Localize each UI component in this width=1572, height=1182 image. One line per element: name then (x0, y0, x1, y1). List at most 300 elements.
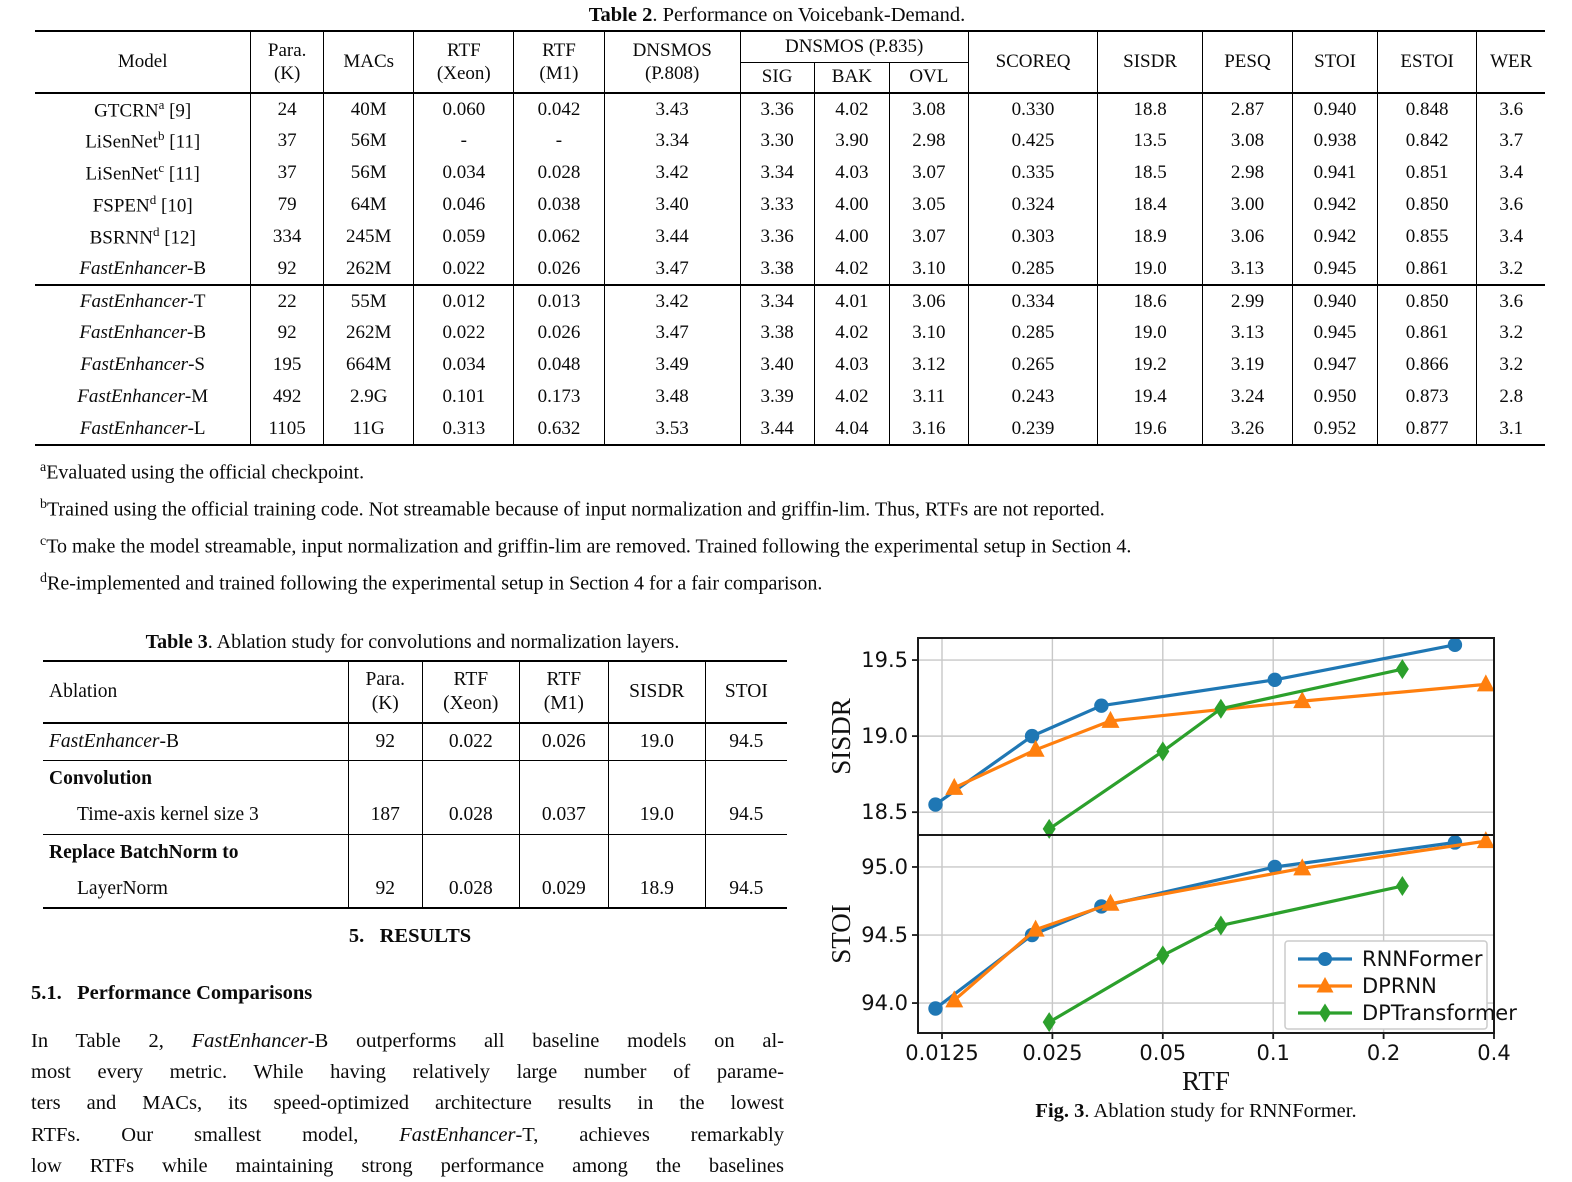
metric-cell: 55M (323, 285, 414, 317)
metric-cell: 0.942 (1293, 221, 1378, 253)
model-cell: FastEnhancer-M (35, 381, 251, 413)
metric-cell: 19.0 (608, 723, 705, 760)
metric-cell: 0.848 (1377, 93, 1477, 125)
legend-label: DPRNN (1362, 974, 1437, 998)
metric-cell: 64M (323, 189, 414, 221)
metric-cell: - (514, 125, 605, 157)
figure3-chart (820, 628, 1554, 1098)
col-header-rtf-xeon: RTF (Xeon) (422, 661, 519, 723)
footnote-marker: b (158, 128, 165, 144)
metric-cell: 0.950 (1293, 381, 1378, 413)
col-header-ovl: OVL (890, 62, 969, 93)
col-header-rtf-m1: RTF (M1) (519, 661, 608, 723)
table-row (35, 381, 1545, 413)
series-line (1049, 669, 1402, 829)
table2-footnotes (40, 452, 1545, 601)
metric-cell: 0.941 (1293, 157, 1378, 189)
subsection-heading-performance-comparisons: 5.1. Performance Comparisons (31, 982, 313, 1004)
metric-cell: 3.13 (1202, 317, 1293, 349)
metric-cell: 3.2 (1477, 317, 1545, 349)
col-header-stoi: STOI (705, 661, 787, 723)
metric-cell: 3.07 (890, 221, 969, 253)
metric-cell: 3.2 (1477, 349, 1545, 381)
metric-cell: 334 (251, 221, 323, 253)
metric-cell: 3.40 (740, 349, 814, 381)
col-header-stoi: STOI (1293, 31, 1378, 93)
metric-cell: 19.6 (1098, 413, 1202, 445)
metric-cell: 0.239 (968, 413, 1098, 445)
table2-body (35, 93, 1545, 445)
metric-cell: 3.26 (1202, 413, 1293, 445)
metric-cell: 0.324 (968, 189, 1098, 221)
metric-cell (608, 834, 705, 871)
metric-cell: 3.10 (890, 253, 969, 285)
table-row (43, 760, 787, 797)
metric-cell: 3.06 (890, 285, 969, 317)
table-row (35, 349, 1545, 381)
footnote-marker: d (152, 224, 160, 240)
metric-cell: 2.99 (1202, 285, 1293, 317)
metric-cell: 3.10 (890, 317, 969, 349)
table3-caption-text: . Ablation study for convolutions and normalization layers. (207, 631, 680, 653)
metric-cell (519, 760, 608, 797)
metric-cell: 3.11 (890, 381, 969, 413)
col-header-rtf-m1: RTF (M1) (514, 31, 605, 93)
model-name: FastEnhancer (80, 354, 189, 375)
metric-cell: 18.8 (1098, 93, 1202, 125)
table-row (43, 871, 787, 908)
x-tick-label: 0.05 (1139, 1041, 1187, 1065)
table-row (35, 285, 1545, 317)
metric-cell: 92 (251, 253, 323, 285)
metric-cell: 3.2 (1477, 253, 1545, 285)
metric-cell: 4.00 (814, 189, 890, 221)
metric-cell: 0.022 (414, 253, 514, 285)
ablation-cell: Time-axis kernel size 3 (43, 797, 348, 834)
model-cell: BSRNN$^d$ [12] (35, 221, 251, 253)
y-tick-label: 94.0 (861, 991, 908, 1016)
metric-cell: 0.029 (519, 871, 608, 908)
metric-cell: 0.313 (414, 413, 514, 445)
metric-cell: 0.938 (1293, 125, 1378, 157)
table-row (43, 723, 787, 760)
figure3-caption (820, 1100, 1572, 1123)
col-header-model: Model (35, 31, 251, 93)
metric-cell: 0.945 (1293, 317, 1378, 349)
metric-cell: 3.6 (1477, 189, 1545, 221)
metric-cell: 3.34 (604, 125, 740, 157)
model-cell: GTCRN$^a$ [9] (35, 93, 251, 125)
metric-cell: 0.866 (1377, 349, 1477, 381)
metric-cell: 0.243 (968, 381, 1098, 413)
legend (1285, 941, 1517, 1029)
data-point-circle (1448, 638, 1462, 652)
model-name: FastEnhancer (79, 290, 188, 312)
metric-cell: 3.6 (1477, 285, 1545, 317)
x-tick-label: 0.0125 (905, 1041, 979, 1065)
table-row (35, 221, 1545, 253)
metric-cell: 0.028 (514, 157, 605, 189)
metric-cell: 0.940 (1293, 285, 1378, 317)
metric-cell: 11G (323, 413, 414, 445)
metric-cell: 24 (251, 93, 323, 125)
metric-cell: 3.33 (740, 189, 814, 221)
metric-cell: 3.7 (1477, 125, 1545, 157)
metric-cell: 0.101 (414, 381, 514, 413)
paragraph-line: RTFs. Our smallest model, FastEnhancer-T, achieves remarkably (31, 1123, 784, 1146)
model-cell: FastEnhancer-B (35, 317, 251, 349)
ablation-cell: Replace BatchNorm to (43, 834, 348, 871)
metric-cell: 56M (323, 157, 414, 189)
metric-cell: 0.947 (1293, 349, 1378, 381)
metric-cell: 0.855 (1377, 221, 1477, 253)
table-row (35, 93, 1545, 125)
table-row (35, 317, 1545, 349)
x-axis-label: RTF (1182, 1066, 1230, 1096)
col-header-sig: SIG (740, 62, 814, 93)
body-paragraph (31, 1026, 784, 1182)
table3-header (43, 661, 787, 723)
model-name: FastEnhancer (79, 417, 188, 439)
italic-text: FastEnhancer (399, 1123, 516, 1146)
ablation-cell: FastEnhancer-B (43, 723, 348, 760)
metric-cell: 22 (251, 285, 323, 317)
sisdr-subplot (826, 638, 1495, 839)
table-row (35, 157, 1545, 189)
metric-cell: 56M (323, 125, 414, 157)
metric-cell: 0.873 (1377, 381, 1477, 413)
legend-label: RNNFormer (1362, 947, 1483, 971)
col-header-rtf-xeon: RTF (Xeon) (414, 31, 514, 93)
ablation-cell: Convolution (43, 760, 348, 797)
metric-cell: 18.6 (1098, 285, 1202, 317)
metric-cell: 0.945 (1293, 253, 1378, 285)
metric-cell: 2.87 (1202, 93, 1293, 125)
table2-header-row1 (35, 31, 1545, 62)
data-point-diamond (1396, 876, 1409, 896)
metric-cell: 0.861 (1377, 253, 1477, 285)
metric-cell: - (414, 125, 514, 157)
metric-cell: 3.12 (890, 349, 969, 381)
metric-cell: 18.9 (608, 871, 705, 908)
metric-cell: 4.02 (814, 381, 890, 413)
metric-cell: 3.1 (1477, 413, 1545, 445)
col-header-para-k: Para. (K) (251, 31, 323, 93)
x-tick-label: 0.1 (1256, 1041, 1290, 1065)
col-header-para-k: Para. (K) (348, 661, 422, 723)
data-point-triangle (1477, 674, 1495, 691)
metric-cell: 13.5 (1098, 125, 1202, 157)
model-cell: FastEnhancer-B (35, 253, 251, 285)
metric-cell: 3.30 (740, 125, 814, 157)
italic-text: FastEnhancer (191, 1030, 308, 1052)
metric-cell: 2.98 (890, 125, 969, 157)
metric-cell: 92 (348, 723, 422, 760)
metric-cell: 0.632 (514, 413, 605, 445)
model-cell: FastEnhancer-S (35, 349, 251, 381)
metric-cell (705, 834, 787, 871)
metric-cell: 0.059 (414, 221, 514, 253)
metric-cell: 3.16 (890, 413, 969, 445)
table-row (35, 413, 1545, 445)
model-name: FastEnhancer (77, 386, 185, 407)
table-row (35, 253, 1545, 285)
col-header-dnsmos-p835: DNSMOS (P.835) (740, 31, 968, 62)
metric-cell: 3.36 (740, 221, 814, 253)
metric-cell: 92 (251, 317, 323, 349)
metric-cell: 3.53 (604, 413, 740, 445)
metric-cell: 3.44 (604, 221, 740, 253)
metric-cell: 262M (323, 317, 414, 349)
data-point-diamond (1043, 1012, 1056, 1032)
metric-cell: 37 (251, 157, 323, 189)
metric-cell (519, 834, 608, 871)
metric-cell: 19.0 (1098, 253, 1202, 285)
metric-cell: 0.942 (1293, 189, 1378, 221)
metric-cell: 0.952 (1293, 413, 1378, 445)
table-row (35, 189, 1545, 221)
metric-cell: 187 (348, 797, 422, 834)
col-header-scoreq: SCOREQ (968, 31, 1098, 93)
metric-cell: 0.028 (422, 871, 519, 908)
figure3-caption-label: Fig. 3 (1035, 1100, 1085, 1122)
data-point-diamond (1156, 945, 1169, 965)
y-axis-label: STOI (826, 904, 856, 964)
table-row (43, 797, 787, 834)
col-header-sisdr: SISDR (608, 661, 705, 723)
metric-cell: 0.265 (968, 349, 1098, 381)
metric-cell (348, 760, 422, 797)
data-point-circle (928, 1001, 942, 1015)
metric-cell: 0.173 (514, 381, 605, 413)
metric-cell: 492 (251, 381, 323, 413)
metric-cell: 19.2 (1098, 349, 1202, 381)
paragraph-line: low RTFs while maintaining strong performance among the baselines (31, 1154, 784, 1177)
metric-cell: 3.42 (604, 285, 740, 317)
metric-cell: 19.4 (1098, 381, 1202, 413)
table-row (35, 125, 1545, 157)
metric-cell: 3.39 (740, 381, 814, 413)
metric-cell: 3.43 (604, 93, 740, 125)
data-point-circle (928, 797, 942, 811)
metric-cell: 2.98 (1202, 157, 1293, 189)
metric-cell: 19.0 (1098, 317, 1202, 349)
metric-cell: 664M (323, 349, 414, 381)
metric-cell: 18.5 (1098, 157, 1202, 189)
metric-cell (422, 760, 519, 797)
metric-cell: 3.48 (604, 381, 740, 413)
col-header-sisdr: SISDR (1098, 31, 1202, 93)
metric-cell: 0.046 (414, 189, 514, 221)
metric-cell: 0.851 (1377, 157, 1477, 189)
table3-caption (35, 631, 790, 654)
metric-cell: 3.42 (604, 157, 740, 189)
model-cell: LiSenNet$^c$ [11] (35, 157, 251, 189)
col-header-wer: WER (1477, 31, 1545, 93)
y-axis-label: SISDR (826, 698, 856, 775)
metric-cell: 3.06 (1202, 221, 1293, 253)
ablation-cell: LayerNorm (43, 871, 348, 908)
data-point-diamond (1156, 741, 1169, 761)
metric-cell: 0.877 (1377, 413, 1477, 445)
x-tick-label: 0.2 (1366, 1041, 1401, 1065)
metric-cell: 3.13 (1202, 253, 1293, 285)
table2-caption-text: . Performance on Voicebank-Demand. (652, 4, 966, 26)
metric-cell: 0.022 (414, 317, 514, 349)
metric-cell: 3.4 (1477, 157, 1545, 189)
footnote-marker: c (40, 534, 47, 550)
metric-cell: 4.03 (814, 157, 890, 189)
metric-cell: 3.4 (1477, 221, 1545, 253)
model-name: FastEnhancer (79, 257, 188, 279)
x-tick-label: 0.4 (1477, 1041, 1511, 1065)
metric-cell: 245M (323, 221, 414, 253)
paragraph-line: In Table 2, FastEnhancer-B outperforms all baseline models on al- (31, 1030, 784, 1052)
metric-cell: 3.6 (1477, 93, 1545, 125)
model-cell: FSPEN$^d$ [10] (35, 189, 251, 221)
y-tick-label: 19.5 (861, 648, 908, 673)
data-point-diamond (1396, 659, 1409, 679)
metric-cell: 0.038 (514, 189, 605, 221)
metric-cell: 0.022 (422, 723, 519, 760)
metric-cell: 0.303 (968, 221, 1098, 253)
metric-cell: 3.38 (740, 317, 814, 349)
series-rnnformer (928, 638, 1462, 812)
col-header-pesq: PESQ (1202, 31, 1293, 93)
footnote-marker: d (149, 192, 157, 208)
data-point-circle (1025, 729, 1039, 743)
model-name: FastEnhancer (79, 322, 188, 343)
data-point-triangle (1477, 831, 1495, 848)
x-tick-label: 0.025 (1022, 1041, 1083, 1065)
metric-cell: 0.330 (968, 93, 1098, 125)
footnote-marker: d (40, 571, 47, 587)
metric-cell: 94.5 (705, 871, 787, 908)
col-header-macs: MACs (323, 31, 414, 93)
metric-cell: 3.08 (890, 93, 969, 125)
metric-cell: 37 (251, 125, 323, 157)
metric-cell: 4.00 (814, 221, 890, 253)
col-header-ablation: Ablation (43, 661, 348, 723)
metric-cell (348, 834, 422, 871)
metric-cell: 0.012 (414, 285, 514, 317)
metric-cell: 0.062 (514, 221, 605, 253)
metric-cell: 0.425 (968, 125, 1098, 157)
metric-cell: 3.90 (814, 125, 890, 157)
metric-cell: 4.03 (814, 349, 890, 381)
metric-cell: 3.34 (740, 157, 814, 189)
metric-cell: 79 (251, 189, 323, 221)
footnote-line: $^b$Trained using the official training code. Not streamable because of input normalization and griffin-lim. Thus, RTFs are not reported. (40, 497, 1105, 521)
metric-cell: 4.02 (814, 93, 890, 125)
metric-cell: 4.02 (814, 253, 890, 285)
y-tick-label: 18.5 (861, 800, 908, 825)
metric-cell: 18.4 (1098, 189, 1202, 221)
metric-cell: 3.36 (740, 93, 814, 125)
metric-cell: 94.5 (705, 723, 787, 760)
legend-marker-circle (1318, 952, 1332, 966)
footnote-marker: a (158, 96, 165, 112)
metric-cell: 3.07 (890, 157, 969, 189)
footnote-marker: b (40, 497, 47, 513)
table2-caption-label: Table 2 (588, 4, 653, 26)
metric-cell: 0.028 (422, 797, 519, 834)
paragraph-line: most every metric. While having relatively large number of parame- (31, 1061, 784, 1084)
metric-cell: 0.037 (519, 797, 608, 834)
table2-caption (0, 4, 1554, 27)
metric-cell: 3.19 (1202, 349, 1293, 381)
data-point-diamond (1214, 699, 1227, 719)
figure3-caption-text: . Ablation study for RNNFormer. (1084, 1100, 1357, 1122)
data-point-circle (1268, 673, 1282, 687)
metric-cell: 0.042 (514, 93, 605, 125)
metric-cell: 3.38 (740, 253, 814, 285)
metric-cell: 0.026 (514, 317, 605, 349)
metric-cell: 19.0 (608, 797, 705, 834)
table2-performance (35, 30, 1545, 446)
metric-cell: 0.285 (968, 253, 1098, 285)
metric-cell: 3.08 (1202, 125, 1293, 157)
metric-cell: 0.013 (514, 285, 605, 317)
series-line (935, 645, 1454, 805)
metric-cell (422, 834, 519, 871)
metric-cell: 40M (323, 93, 414, 125)
metric-cell: 0.861 (1377, 317, 1477, 349)
metric-cell: 3.49 (604, 349, 740, 381)
metric-cell: 3.05 (890, 189, 969, 221)
footnote-line: $^d$Re-implemented and trained following the experimental setup in Section 4 for a fair comparison. (40, 571, 823, 596)
metric-cell (705, 760, 787, 797)
metric-cell: 1105 (251, 413, 323, 445)
metric-cell: 0.850 (1377, 285, 1477, 317)
section-heading-results: 5. RESULTS (348, 925, 472, 947)
metric-cell: 262M (323, 253, 414, 285)
data-point-circle (1094, 698, 1108, 712)
metric-cell: 0.026 (519, 723, 608, 760)
footnote-marker: a (40, 460, 47, 475)
table-row (43, 834, 787, 871)
y-tick-label: 19.0 (861, 724, 908, 749)
metric-cell: 3.34 (740, 285, 814, 317)
metric-cell: 92 (348, 871, 422, 908)
data-point-diamond (1214, 915, 1227, 935)
metric-cell: 0.850 (1377, 189, 1477, 221)
metric-cell: 3.00 (1202, 189, 1293, 221)
table3-ablation (43, 660, 787, 909)
col-header-estoi: ESTOI (1377, 31, 1477, 93)
metric-cell: 195 (251, 349, 323, 381)
table3-header-row (43, 661, 787, 723)
metric-cell: 0.060 (414, 93, 514, 125)
paragraph-line: ters and MACs, its speed-optimized architecture results in the lowest (31, 1092, 784, 1115)
footnote-line: $^a$Evaluated using the official checkpoint. (40, 460, 365, 484)
footnote-line: $^c$To make the model streamable, input normalization and griffin-lim are removed. Trained following the experimental setup in Section 4. (40, 534, 1132, 558)
metric-cell: 0.334 (968, 285, 1098, 317)
col-header-bak: BAK (814, 62, 890, 93)
legend-label: DPTransformer (1362, 1001, 1517, 1025)
metric-cell: 3.24 (1202, 381, 1293, 413)
col-header-dnsmos-p808: DNSMOS (P.808) (604, 31, 740, 93)
metric-cell: 3.47 (604, 317, 740, 349)
model-cell: FastEnhancer-L (35, 413, 251, 445)
metric-cell: 0.285 (968, 317, 1098, 349)
metric-cell: 4.04 (814, 413, 890, 445)
metric-cell: 0.940 (1293, 93, 1378, 125)
metric-cell: 4.01 (814, 285, 890, 317)
metric-cell: 4.02 (814, 317, 890, 349)
metric-cell: 3.47 (604, 253, 740, 285)
footnote-marker: c (158, 160, 165, 176)
